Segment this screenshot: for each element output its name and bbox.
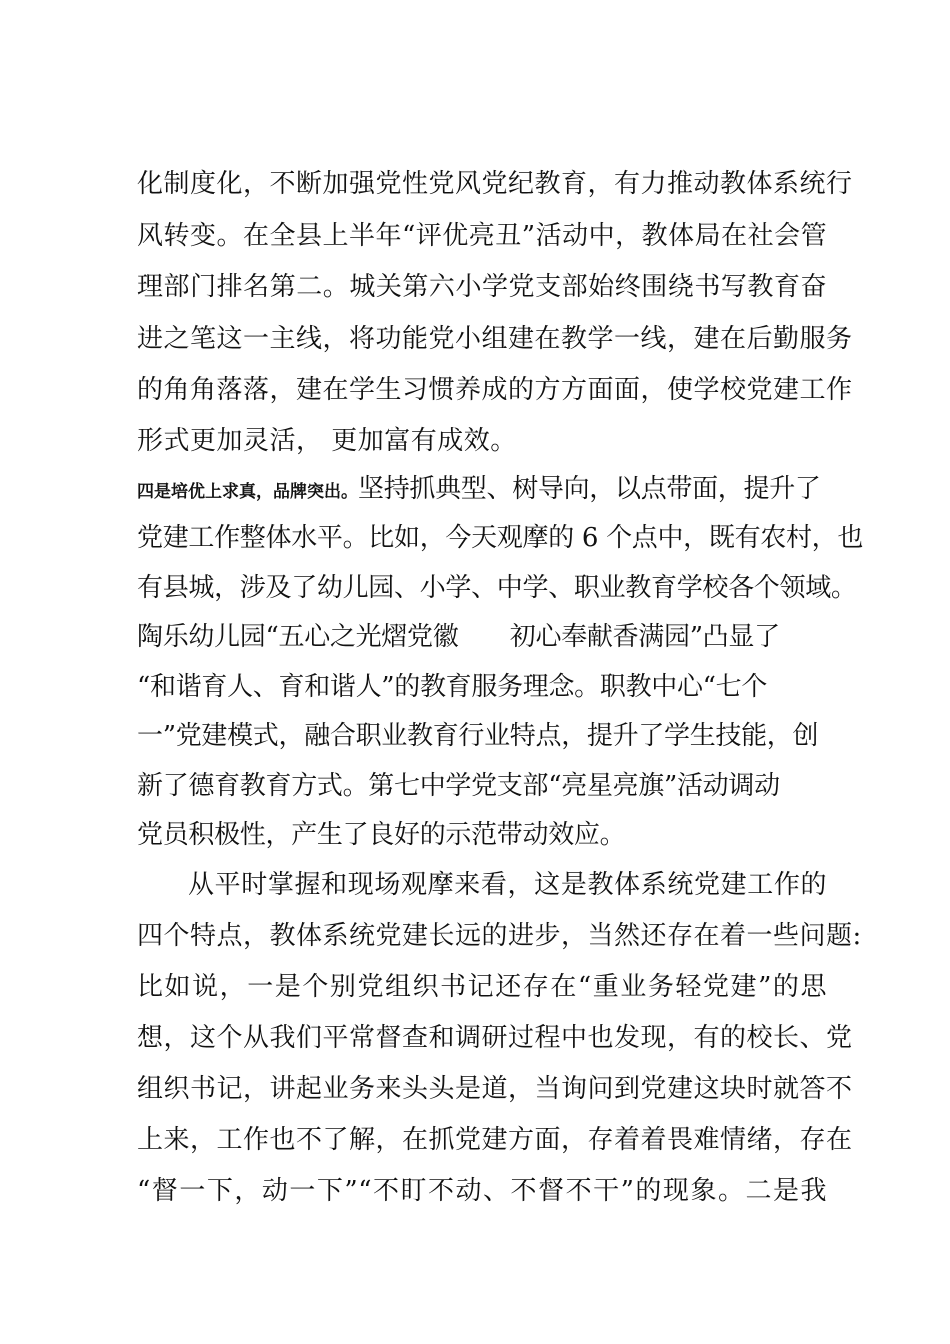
paragraph-1-line-5: 的角角落落，建在学生习惯养成的方方面面，使学校党建工作: [137, 375, 853, 405]
paragraph-2-first-rest: 坚持抓典型、树导向，以点带面，提升了: [358, 474, 821, 504]
paragraph-2-line-3: 有县城，涉及了幼儿园、小学、中学、职业教育学校各个领域。: [137, 573, 857, 603]
paragraph-1-line-6: 形式更加灵活， 更加富有成效。: [137, 426, 517, 456]
paragraph-3-line-2: 四个特点，教体系统党建长远的进步，当然还存在着一些问题:: [137, 921, 862, 951]
paragraph-2-line-5: “和谐育人、育和谐人”的教育服务理念。职教中心“七个: [137, 672, 768, 702]
paragraph-2-line-8: 党员积极性，产生了良好的示范带动效应。: [137, 820, 626, 850]
paragraph-3-line-7: “督一下，动一下”“不盯不动、不督不干”的现象。二是我: [137, 1176, 827, 1206]
paragraph-2-line-4: 陶乐幼儿园“五心之光熠党徽 初心奉献香满园”凸显了: [137, 622, 780, 652]
paragraph-3-line-3: 比如说，一是个别党组织书记还存在“重业务轻党建”的思: [137, 972, 827, 1002]
paragraph-2-line-2: 党建工作整体水平。比如，今天观摩的 6 个点中，既有农村，也: [137, 523, 864, 553]
paragraph-1-line-4: 进之笔这一主线，将功能党小组建在教学一线，建在后勤服务: [137, 324, 853, 354]
paragraph-3-line-5: 组织书记，讲起业务来头头是道，当询问到党建这块时就答不: [137, 1074, 853, 1104]
paragraph-3-line-1: 从平时掌握和现场观摩来看，这是教体系统党建工作的: [188, 870, 827, 900]
paragraph-2-line-6: 一”党建模式，融合职业教育行业特点，提升了学生技能，创: [137, 721, 819, 751]
paragraph-3-line-6: 上来，工作也不了解，在抓党建方面，存着着畏难情绪，存在: [137, 1125, 853, 1155]
paragraph-1-line-2: 风转变。在全县上半年“评优亮丑”活动中，教体局在社会管: [137, 221, 828, 251]
paragraph-1-line-1: 化制度化，不断加强党性党风党纪教育，有力推动教体系统行: [137, 169, 853, 199]
paragraph-2-line-7: 新了德育教育方式。第七中学党支部“亮星亮旗”活动调动: [137, 771, 780, 801]
paragraph-1-line-3: 理部门排名第二。城关第六小学党支部始终围绕书写教育奋: [137, 272, 827, 302]
paragraph-2-line-1: [137, 472, 827, 509]
paragraph-3-line-4: 想，这个从我们平常督查和调研过程中也发现，有的校长、党: [137, 1023, 853, 1053]
paragraph-2-lead: 四是培优上求真，品牌突出。: [137, 482, 358, 502]
